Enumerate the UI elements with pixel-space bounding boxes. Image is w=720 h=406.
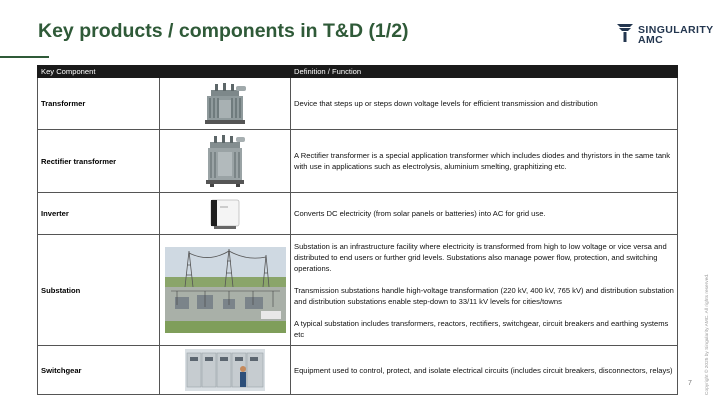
definition-paragraph: Transmission substations handle high-voltage transformation (220 kV, 400 kV, 765 kV) and distribution substation and distribution substations enable step-down to 33/11 kV levels for cities/towns [294,285,674,306]
inverter-image-cell [160,193,291,235]
company-logo [617,24,714,46]
table-row [38,78,678,130]
definition-paragraph: Substation is an infrastructure facility where electricity is transformed from high to low voltage or vice versa and distributed to end users or further grid levels. Substations also manage power flow, protection, and switching operations. [294,241,667,273]
transformer-image [201,82,249,126]
component-definition [291,78,678,130]
component-name: Inverter [38,193,160,235]
logo-text [638,25,714,45]
component-definition [291,130,678,193]
substation-image-cell [160,235,291,346]
definition-paragraph: A Rectifier transformer is a special application transformer which includes diodes and thyristors in the same tank with use in applications such as electrolysis, aluminium smelting, graphitizing etc. [294,151,671,171]
transformer-image-cell [160,78,291,130]
component-definition [291,235,678,346]
table-row [38,346,678,395]
logo-line2: AMC [638,34,664,46]
component-name: Switchgear [38,346,160,395]
rectifier-transformer-image-cell [160,130,291,193]
table-row [38,235,678,346]
component-name: Substation [38,235,160,346]
table-row [38,193,678,235]
definition-paragraph: Converts DC electricity (from solar panels or batteries) into AC for grid use. [294,209,546,218]
definition-paragraph: A typical substation includes transformers, reactors, rectifiers, switchgear, circuit breakers and earthing systems etc [294,318,669,339]
inverter-image [208,198,242,230]
definition-paragraph: Equipment used to control, protect, and isolate electrical circuits (includes circuit breakers, disconnectors, relays) [294,365,673,375]
switchgear-image-cell [160,346,291,395]
table-header-row [38,66,678,78]
switchgear-image [185,349,265,391]
components-table [37,65,678,395]
logo-line1: SINGULARITY [638,24,714,36]
rectifier-transformer-image [202,134,248,188]
table-row [38,130,678,193]
page-number: 7 [688,380,692,387]
component-definition [291,193,678,235]
component-name: Transformer [38,78,160,130]
definition-paragraph: Device that steps up or steps down voltage levels for efficient transmission and distribution [294,99,598,108]
title-underline [0,56,49,58]
column-header-definition: Definition / Function [291,66,678,78]
page-title: Key products / components in T&D (1/2) [38,20,409,42]
column-header-component: Key Component [38,66,291,78]
component-definition [291,346,678,395]
component-name: Rectifier transformer [38,130,160,193]
substation-image [165,247,286,333]
copyright-notice: Copyright © 2025 by Singularity AMC. All rights reserved. [705,273,710,395]
logo-mark-icon [617,24,633,42]
